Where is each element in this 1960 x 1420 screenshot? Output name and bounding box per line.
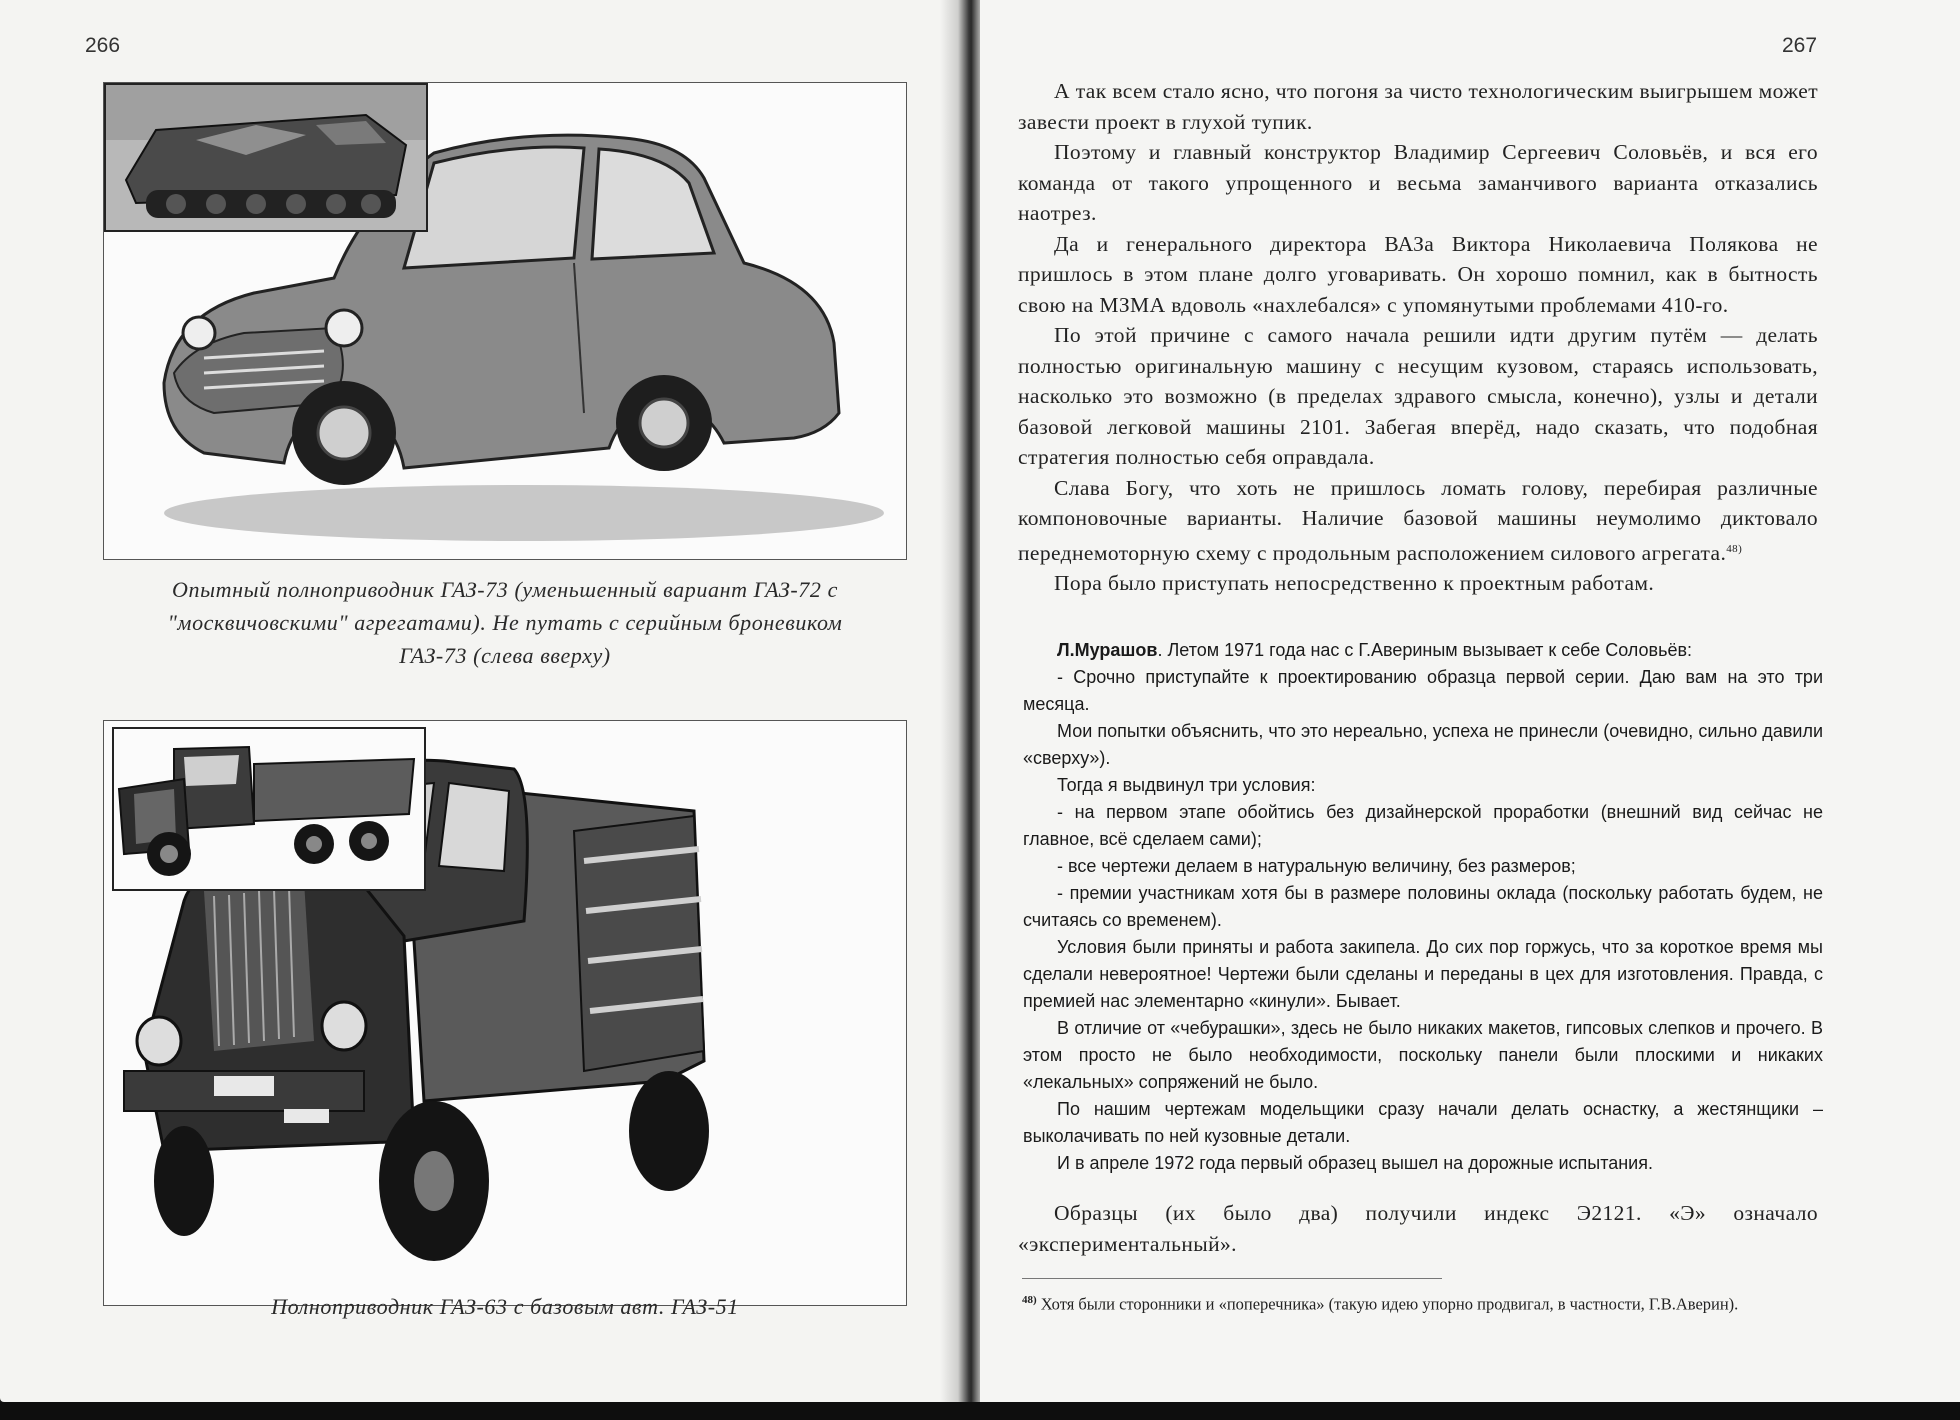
figure-1-caption-line-1: Опытный полноприводник ГАЗ-73 (уменьшенный вариант ГАЗ-72 с [172,577,838,602]
paragraph-6: Пора было приступать непосредственно к проектным работам. [1054,571,1655,596]
quote-paragraph-3: Мои попытки объяснить, что это нереально, успеха не принесли (очевидно, сильно давили «сверху»). [1023,721,1823,768]
figure-1-caption-line-3: ГАЗ-73 (слева вверху) [399,643,611,668]
quote-block [1023,637,1823,1177]
footnote-divider [1022,1278,1442,1279]
quote-paragraph-6: - все чертежи делаем в натуральную величину, без размеров; [1057,856,1576,876]
paragraph-1: А так всем стало ясно, что погоня за чисто технологическим выигрышем может завести проект в глухой тупик. [1018,79,1818,134]
footnote-text: Хотя были сторонники и «поперечника» (такую идею упорно продвигал, в частности, Г.В.Аверин). [1040,1294,1739,1314]
figure-2-inset [112,727,426,891]
page-number-right: 267 [1782,34,1818,57]
quote-paragraph-10: По нашим чертежам модельщики сразу начали делать оснастку, а жестянщики – выколачивать по ней кузовные детали. [1023,1099,1823,1146]
quote-paragraph-7: - премии участникам хотя бы в размере половины оклада (поскольку работать будем, не считаясь со временем). [1023,883,1823,930]
figure-1-photo [103,82,907,560]
quote-paragraph-1-text: . Летом 1971 года нас с Г.Авериным вызывает к себе Соловьёв: [1157,640,1693,660]
footnote [1022,1288,1842,1317]
figure-2-photo [103,720,907,1306]
page-bottom-edge [0,1402,1960,1420]
paragraph-2: Поэтому и главный конструктор Владимир Сергеевич Соловьёв, и вся его команда от такого упрощенного и весьма заманчивого варианта отказались наотрез. [1018,140,1818,225]
quote-paragraph-4: Тогда я выдвинул три условия: [1057,775,1316,795]
paragraph-4: По этой причине с самого начала решили идти другим путём — делать полностью оригинальную машину с несущим кузовом, стараясь использовать, насколько это возможно (в пределах здравого смысла, конечно), узлы и детали базовой легковой машины 2101. Забегая вперёд, надо сказать, что подобная стратегия полностью себя оправдала. [1018,323,1818,469]
closing-text [1018,1198,1818,1260]
quote-paragraph-11: И в апреле 1972 года первый образец вышел на дорожные испытания. [1057,1153,1653,1173]
left-page [0,0,962,1402]
paragraph-3: Да и генерального директора ВАЗа Виктора Николаевича Полякова не пришлось в этом плане долго уговаривать. Он хорошо помнил, как в бытность свою на МЗМА вдоволь «нахлебался» с упомянутыми проблемами 410-го. [1018,231,1818,317]
quote-paragraph-1 [1023,637,1823,664]
main-text [1018,76,1818,599]
armored-vehicle-illustration [106,85,426,230]
paragraph-5 [1018,473,1818,569]
quote-paragraph-2: - Срочно приступайте к проектированию образца первой серии. Даю вам на это три месяца. [1023,667,1823,714]
footnote-marker: 48) [1022,1294,1037,1306]
paragraph-5-text: Слава Богу, что хоть не пришлось ломать голову, перебирая различные компоновочные варианты. Наличие базовой машины неумолимо диктовало переднемоторную схему с продольным расположением силового агрегата. [1018,475,1818,565]
figure-1-caption [105,573,905,672]
footnote-reference[interactable]: 48) [1726,542,1743,555]
quote-author: Л.Мурашов [1057,640,1158,660]
figure-1-caption-line-2: "москвичовскими" агрегатами). Не путать с серийным броневиком [167,610,843,635]
quote-paragraph-5: - на первом этапе обойтись без дизайнерской проработки (внешний вид сейчас не главное, всё сделаем сами); [1023,802,1823,849]
closing-paragraph: Образцы (их было два) получили индекс Э2121. «Э» означало «экспериментальный». [1018,1201,1818,1256]
quote-paragraph-9: В отличие от «чебурашки», здесь не было никаких макетов, гипсовых слепков и прочего. В этом просто не было необходимости, поскольку панели были плоскими и никаких «лекальных» сопряжений не было. [1023,1018,1823,1092]
figure-2-caption: Полноприводник ГАЗ-63 с базовым авт. ГАЗ-51 [271,1294,739,1319]
quote-paragraph-8: Условия были приняты и работа закипела. До сих пор горжусь, что за короткое время мы сделали невероятное! Чертежи были сделаны и переданы в цех для изготовления. Правда, с премией нас элементарно «кинули». Бывает. [1023,937,1823,1011]
figure-1-inset [104,83,428,232]
gaz-51-truck-illustration [114,729,424,889]
page-number-left: 266 [85,34,121,57]
